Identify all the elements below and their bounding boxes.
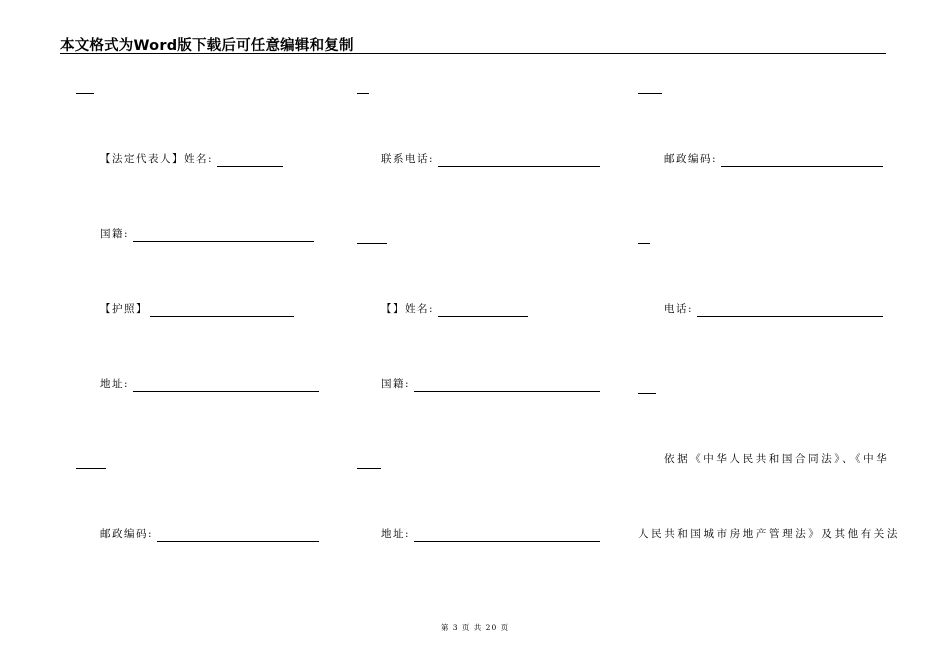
- form-field-blank: [357, 78, 369, 94]
- form-field-blank: [638, 378, 656, 394]
- form-field-blank: [357, 453, 381, 469]
- form-field-nationality: [357, 376, 600, 392]
- fill-in-line: [76, 457, 106, 469]
- document-header-title: 本文格式为Word版下载后可任意编辑和复制: [60, 38, 354, 54]
- paragraph-text: 人民共和国城市房地产管理法》及其他有关法: [638, 528, 900, 540]
- form-field-address: [357, 526, 600, 542]
- field-label: 电话:: [664, 303, 694, 315]
- form-column-1: [76, 0, 322, 672]
- form-field-postal-code: [76, 526, 319, 542]
- form-column-2: [357, 0, 603, 672]
- form-field-blank: [357, 228, 387, 244]
- fill-in-line[interactable]: [438, 305, 528, 317]
- fill-in-line[interactable]: [721, 155, 883, 167]
- fill-in-line[interactable]: [157, 530, 319, 542]
- fill-in-line[interactable]: [150, 305, 294, 317]
- contract-basis-paragraph-line-2: [638, 526, 900, 542]
- form-field-phone: [638, 301, 883, 317]
- form-field-blank: [638, 228, 650, 244]
- form-field-address: [76, 376, 319, 392]
- page-number-footer: 第 3 页 共 20 页: [440, 623, 510, 632]
- field-label: 邮政编码:: [100, 528, 154, 540]
- paragraph-text: 依据《中华人民共和国合同法》、《中华: [664, 453, 890, 465]
- form-field-legal-rep-name: [76, 151, 283, 167]
- form-field-nationality: [76, 226, 314, 242]
- field-label: 【护照】: [100, 303, 148, 315]
- fill-in-line: [638, 382, 656, 394]
- form-field-passport: [76, 301, 294, 317]
- form-field-blank: [76, 78, 94, 94]
- fill-in-line: [357, 232, 387, 244]
- fill-in-line: [76, 82, 94, 94]
- form-field-postal-code: [638, 151, 883, 167]
- form-field-party-name: [357, 301, 528, 317]
- field-label: 地址:: [381, 528, 411, 540]
- field-label: 【】姓名:: [381, 303, 435, 315]
- fill-in-line: [638, 232, 650, 244]
- fill-in-line[interactable]: [414, 530, 600, 542]
- fill-in-line: [638, 82, 662, 94]
- fill-in-line[interactable]: [133, 230, 314, 242]
- fill-in-line[interactable]: [217, 155, 283, 167]
- field-label: 国籍:: [100, 228, 130, 240]
- form-column-3: [638, 0, 900, 672]
- fill-in-line[interactable]: [697, 305, 883, 317]
- field-label: 联系电话:: [381, 153, 435, 165]
- form-field-blank: [76, 453, 106, 469]
- field-label: 国籍:: [381, 378, 411, 390]
- fill-in-line: [357, 457, 381, 469]
- form-field-blank: [638, 78, 662, 94]
- fill-in-line: [357, 82, 369, 94]
- field-label: 邮政编码:: [664, 153, 718, 165]
- contract-basis-paragraph-line-1: [638, 451, 889, 467]
- form-field-contact-phone: [357, 151, 600, 167]
- fill-in-line[interactable]: [438, 155, 600, 167]
- fill-in-line[interactable]: [133, 380, 319, 392]
- fill-in-line[interactable]: [414, 380, 600, 392]
- field-label: 地址:: [100, 378, 130, 390]
- field-label: 【法定代表人】姓名:: [100, 153, 214, 165]
